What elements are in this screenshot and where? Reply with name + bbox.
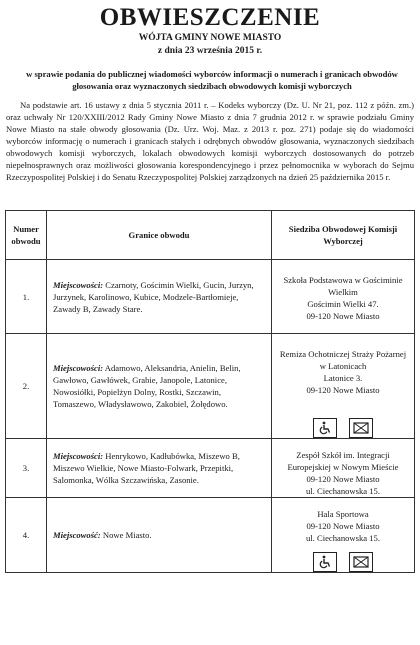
table-header-row bbox=[6, 211, 415, 260]
district-bounds bbox=[47, 439, 272, 498]
seat-line: Zespół Szkół im. Integracji Europejskiej w Nowym Mieście bbox=[287, 450, 399, 472]
intro-paragraph: Na podstawie art. 16 ustawy z dnia 5 stycznia 2011 r. – Kodeks wyborczy (Dz. U. Nr 21, poz. 112 z późn. zm.) oraz uchwały Nr 120/XXIII/2012 Rady Gminy Nowe Miasto z dnia 7 grudnia 2012 r. w sprawie podziału Gminy Nowe Miasto na stałe obwody głosowania (Dz. Urz. Woj. Maz. z 2013 r. poz. 271) podaje się do wiadomości wyborców informację o numerach i granicach stałych i odrębnych obwodów głosowania, wyznaczonych siedzibach obwodowych komisji wyborczych, lokalach obwodowych komisji wyborczych dostosowanych do potrzeb niepełnosprawnych oraz możliwości głosowania korespondencyjnego i przez pełnomocnika w wyborach do Sejmu Rzeczypospolitej Polskiej i do Senatu Rzeczypospolitej Polskiej zarządzonych na dzień 25 października 2015 r. bbox=[6, 100, 414, 182]
header-bounds: Granice obwodu bbox=[47, 211, 272, 260]
seat-line: ul. Ciechanowska 15. bbox=[306, 486, 380, 496]
table-row bbox=[6, 260, 415, 334]
seat-line: ul. Ciechanowska 15. bbox=[306, 533, 380, 543]
district-number: 2. bbox=[6, 334, 47, 439]
seat-line: Hala Sportowa bbox=[317, 509, 369, 519]
header-number: Numer obwodu bbox=[6, 211, 47, 260]
districts-table bbox=[5, 210, 415, 573]
table-row bbox=[6, 439, 415, 498]
locations-list: Czarnoty, Gościmin Wielki, Gucin, Jurzyn, Jurzynek, Karolinowo, Kubice, Modzele-Bartłomieje, Zawady B, Zawady Stare. bbox=[53, 279, 254, 314]
header-seat: Siedziba Obwodowej Komisji Wyborczej bbox=[272, 211, 415, 260]
commission-seat bbox=[272, 334, 415, 439]
district-number: 3. bbox=[6, 439, 47, 498]
seat-line: 09-120 Nowe Miasto bbox=[306, 474, 380, 484]
district-bounds bbox=[47, 498, 272, 573]
issuer-line: WÓJTA GMINY NOWE MIASTO bbox=[138, 33, 282, 43]
seat-line: Szkoła Podstawowa w Gościminie Wielkim bbox=[283, 275, 403, 297]
document-title: OBWIESZCZENIE bbox=[99, 4, 321, 31]
wheelchair-icon bbox=[313, 552, 337, 572]
seat-line: 09-120 Nowe Miasto bbox=[306, 521, 380, 531]
district-number: 4. bbox=[6, 498, 47, 573]
envelope-icon bbox=[349, 418, 373, 438]
commission-seat bbox=[272, 439, 415, 498]
seat-line: Remiza Ochotniczej Straży Pożarnej w Latonicach bbox=[279, 349, 407, 371]
locations-list: Adamowo, Aleksandria, Anielin, Belin, Gawłowo, Gawłówek, Grabie, Janopole, Latonice, Nowosiółki, Popielżyn Dolny, Rostki, Szczawin, Tomaszewo, Władysławowo, Zakobiel, Żołędowo. bbox=[53, 363, 241, 409]
locations-label: Miejscowości: bbox=[53, 279, 104, 290]
seat-line: Latonice 3. bbox=[323, 373, 363, 383]
district-number: 1. bbox=[6, 260, 47, 334]
district-bounds bbox=[47, 260, 272, 334]
locations-label: Miejscowości: bbox=[53, 363, 104, 373]
district-bounds bbox=[47, 334, 272, 439]
wheelchair-icon bbox=[313, 418, 337, 438]
accessibility-icons bbox=[276, 418, 410, 438]
table-row bbox=[6, 498, 415, 573]
commission-seat bbox=[272, 260, 415, 334]
seat-line: 09-120 Nowe Miasto bbox=[306, 311, 380, 321]
locations-label: Miejscowości: bbox=[53, 451, 104, 461]
commission-seat bbox=[272, 498, 415, 573]
table-row bbox=[6, 334, 415, 439]
seat-line: 09-120 Nowe Miasto bbox=[306, 385, 380, 395]
locations-list: Nowe Miasto. bbox=[100, 530, 152, 540]
seat-line: Gościmin Wielki 47. bbox=[307, 299, 379, 309]
date-line: z dnia 23 września 2015 r. bbox=[157, 46, 263, 56]
subject-paragraph: w sprawie podania do publicznej wiadomości wyborców informacji o numerach i granicach obwodów głosowania oraz wyznaczonych siedzibach obwodowych komisji wyborczych bbox=[26, 69, 398, 91]
locations-list: Henrykowo, Kadłubówka, Miszewo B, Miszewo Wielkie, Nowe Miasto-Folwark, Przepitki, Salomonka, Wólka Szczawińska, Zasonie. bbox=[53, 451, 240, 485]
envelope-icon bbox=[349, 552, 373, 572]
accessibility-icons bbox=[276, 552, 410, 572]
locations-label: Miejscowość: bbox=[53, 530, 101, 540]
